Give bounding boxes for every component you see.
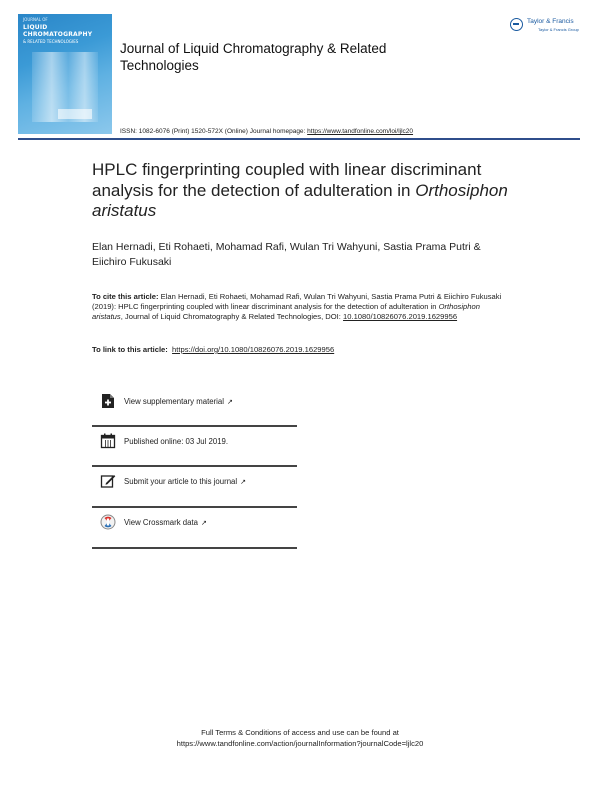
publisher-logo-text: Taylor & Francis: [527, 18, 574, 25]
supplementary-material-link[interactable]: [100, 393, 300, 411]
footer-line-1: Full Terms & Conditions of access and use can be found at: [201, 728, 399, 737]
submit-article-link[interactable]: [100, 473, 300, 491]
crossmark-icon: [100, 514, 116, 530]
cover-line-1: JOURNAL OF: [23, 17, 48, 22]
issn-line: [120, 128, 413, 135]
journal-homepage-link[interactable]: https://www.tandfonline.com/loi/ljlc20: [307, 128, 414, 135]
publisher-logo[interactable]: [510, 16, 590, 36]
header-divider: [18, 138, 580, 140]
footer-terms-link[interactable]: https://www.tandfonline.com/action/journalInformation?journalCode=ljlc20: [176, 739, 424, 748]
external-link-icon: ↗: [200, 520, 207, 527]
cover-line-3: CHROMATOGRAPHY: [23, 31, 93, 38]
journal-title: Journal of Liquid Chromatography & Related Technologies: [120, 41, 387, 73]
calendar-icon: [100, 433, 116, 449]
citation-doi-link[interactable]: 10.1080/10826076.2019.1629956: [343, 312, 458, 322]
journal-cover-image: [18, 14, 112, 134]
citation-text: Elan Hernadi, Eti Rohaeti, Mohamad Rafi, Wulan Tri Wahyuni, Sastia Prama Putri & Eiichiro Fukusaki (2019): HPLC fingerprinting coupled with linear discriminant analysis for the detection of adulteration in: [92, 292, 502, 312]
external-link-icon: ↗: [240, 479, 246, 486]
article-title: [92, 160, 512, 222]
article-authors: Elan Hernadi, Eti Rohaeti, Mohamad Rafi, Wulan Tri Wahyuni, Sastia Prama Putri & Eiichiro Fukusaki: [92, 241, 481, 268]
external-link-icon: ↗: [226, 399, 233, 406]
article-title-text: HPLC fingerprinting coupled with linear discriminant analysis for the detection of adulteration in: [92, 160, 482, 200]
cover-publisher-box: [58, 109, 92, 119]
publisher-logo-subtext: Taylor & Francis Group: [538, 27, 579, 32]
citation-label: To cite this article:: [92, 292, 159, 301]
divider: [92, 547, 297, 549]
edit-pencil-icon: [100, 473, 116, 489]
publisher-logo-icon: [510, 18, 523, 31]
crossmark-link[interactable]: [100, 514, 300, 532]
crossmark-label: View Crossmark data: [124, 518, 198, 527]
cover-line-2: LIQUID: [23, 24, 48, 31]
published-date: Published online: 03 Jul 2019.: [124, 437, 229, 446]
divider: [92, 506, 297, 508]
article-link-line: [92, 345, 334, 354]
citation-journal: , Journal of Liquid Chromatography & Related Technologies, DOI:: [120, 312, 341, 322]
cover-line-4: & RELATED TECHNOLOGIES: [23, 39, 79, 44]
document-plus-icon: [100, 393, 116, 409]
citation-species: Orthosiphon aristatus: [92, 302, 480, 322]
submit-label: Submit your article to this journal: [124, 477, 238, 486]
published-online-item: [100, 433, 300, 451]
footer-terms: [100, 727, 500, 749]
link-label: To link to this article:: [92, 345, 168, 354]
supplementary-label: View supplementary material: [124, 397, 224, 406]
citation-block: [92, 292, 512, 323]
issn-text: ISSN: 1082-6076 (Print) 1520-572X (Online) Journal homepage:: [120, 128, 306, 135]
article-title-species: Orthosiphon aristatus: [92, 180, 508, 220]
divider: [92, 425, 297, 427]
divider: [92, 465, 297, 467]
article-doi-url[interactable]: https://doi.org/10.1080/10826076.2019.1629956: [172, 345, 335, 354]
